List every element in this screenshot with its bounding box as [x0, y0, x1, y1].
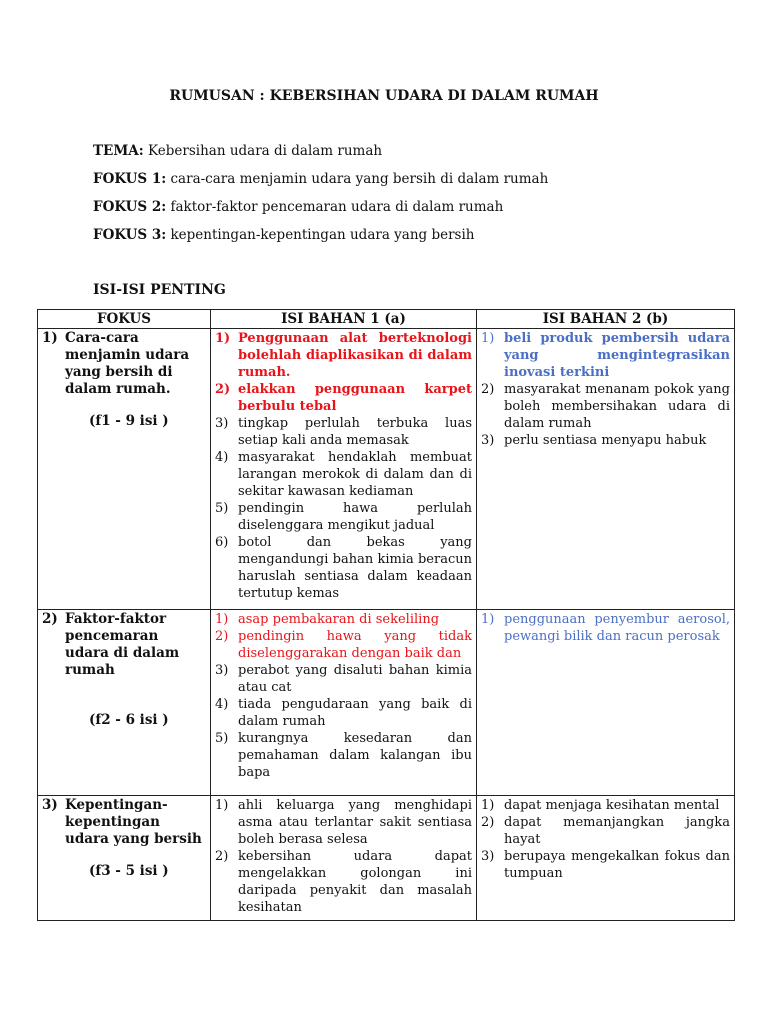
item-number: 2)	[481, 815, 495, 830]
item-text: pendingin hawa yang tidak diselenggarakan dengan baik dan	[238, 629, 472, 661]
fokus-label	[42, 611, 206, 679]
item-text: berupaya mengekalkan fokus dan tumpuan	[504, 849, 730, 881]
content-table	[37, 309, 735, 921]
list-item	[215, 415, 472, 449]
fokus-text: Cara-cara menjamin udara yang bersih di dalam rumah.	[65, 330, 190, 397]
table-row	[38, 329, 735, 610]
list-item	[481, 432, 730, 449]
item-text: elakkan penggunaan karpet berbulu tebal	[238, 382, 472, 414]
fokus-label	[42, 330, 206, 398]
item-number: 5)	[215, 731, 229, 746]
item-text: asap pembakaran di sekeliling	[238, 612, 440, 627]
list-item	[215, 730, 472, 781]
fokus-label	[42, 797, 206, 848]
item-number: 4)	[215, 697, 229, 712]
list-item	[481, 848, 730, 882]
list-item	[215, 330, 472, 381]
fokus-count: (f2 - 6 isi )	[89, 712, 169, 728]
item-number: 1)	[481, 331, 495, 346]
item-list	[481, 330, 730, 449]
isi-bahan-2-cell	[477, 796, 735, 921]
fokus-number: 1)	[42, 330, 58, 346]
item-number: 3)	[481, 433, 495, 448]
isi-bahan-2-cell	[477, 329, 735, 610]
item-list	[215, 611, 472, 781]
meta-value: faktor-faktor pencemaran udara di dalam rumah	[170, 199, 504, 215]
item-text: kebersihan udara dapat mengelakkan golongan ini daripada penyakit dan masalah kesihatan	[238, 849, 472, 915]
meta-label: FOKUS 1:	[93, 171, 167, 187]
meta-label: FOKUS 3:	[93, 227, 167, 243]
item-text: masyarakat hendaklah membuat larangan merokok di dalam dan di sekitar kawasan kediaman	[238, 450, 472, 499]
item-number: 2)	[215, 382, 231, 397]
fokus-count: (f1 - 9 isi )	[89, 413, 169, 429]
item-number: 3)	[481, 849, 495, 864]
meta-label: FOKUS 2:	[93, 199, 167, 215]
table-row	[38, 610, 735, 796]
item-text: beli produk pembersih udara yang mengintegrasikan inovasi terkini	[504, 331, 730, 380]
list-item	[481, 611, 730, 645]
item-text: masyarakat menanam pokok yang boleh membersihakan udara di dalam rumah	[504, 382, 730, 431]
item-number: 1)	[215, 331, 231, 346]
section-heading: ISI-ISI PENTING	[93, 282, 226, 298]
fokus-text: Faktor-faktor pencemaran udara di dalam rumah	[65, 611, 180, 678]
fokus-cell	[38, 329, 211, 610]
item-text: tingkap perlulah terbuka luas setiap kali anda memasak	[238, 416, 472, 448]
item-text: perabot yang disaluti bahan kimia atau cat	[238, 663, 472, 695]
list-item	[215, 381, 472, 415]
fokus-number: 2)	[42, 611, 58, 627]
item-number: 2)	[481, 382, 495, 397]
item-text: kurangnya kesedaran dan pemahaman dalam kalangan ibu bapa	[238, 731, 472, 780]
list-item	[481, 814, 730, 848]
item-text: Penggunaan alat berteknologi bolehlah diaplikasikan di dalam rumah.	[238, 331, 472, 380]
isi-bahan-1-cell	[211, 329, 477, 610]
list-item	[215, 611, 472, 628]
list-item	[215, 500, 472, 534]
isi-bahan-1-cell	[211, 796, 477, 921]
list-item	[481, 797, 730, 814]
meta-value: kepentingan-kepentingan udara yang bersih	[170, 227, 475, 243]
list-item	[481, 381, 730, 432]
item-number: 2)	[215, 629, 229, 644]
item-text: penggunaan penyembur aerosol, pewangi bilik dan racun perosak	[504, 612, 730, 644]
meta-value: Kebersihan udara di dalam rumah	[148, 143, 383, 159]
meta-fokus-1	[93, 171, 548, 187]
item-text: perlu sentiasa menyapu habuk	[504, 433, 707, 448]
item-text: ahli keluarga yang menghidapi asma atau terlantar sakit sentiasa boleh berasa selesa	[238, 798, 472, 847]
item-text: pendingin hawa perlulah diselenggara mengikut jadual	[238, 501, 472, 533]
fokus-cell	[38, 610, 211, 796]
item-number: 3)	[215, 416, 229, 431]
meta-tema	[93, 143, 382, 159]
fokus-count: (f3 - 5 isi )	[89, 863, 169, 879]
list-item	[215, 848, 472, 916]
item-text: dapat menjaga kesihatan mental	[504, 798, 720, 813]
item-number: 2)	[215, 849, 229, 864]
item-number: 1)	[481, 798, 495, 813]
header-isi-bahan-1: ISI BAHAN 1 (a)	[211, 310, 477, 329]
item-number: 1)	[215, 612, 229, 627]
meta-fokus-3	[93, 227, 475, 243]
item-number: 3)	[215, 663, 229, 678]
header-fokus: FOKUS	[38, 310, 211, 329]
table-header-row	[38, 310, 735, 329]
list-item	[215, 628, 472, 662]
fokus-text: Kepentingan-kepentingan udara yang bersih	[65, 797, 202, 847]
meta-value: cara-cara menjamin udara yang bersih di dalam rumah	[170, 171, 549, 187]
list-item	[215, 449, 472, 500]
item-number: 4)	[215, 450, 229, 465]
item-number: 1)	[481, 612, 495, 627]
isi-bahan-1-cell	[211, 610, 477, 796]
list-item	[215, 696, 472, 730]
fokus-cell	[38, 796, 211, 921]
item-list	[481, 797, 730, 882]
list-item	[215, 662, 472, 696]
document-title: RUMUSAN : KEBERSIHAN UDARA DI DALAM RUMAH	[169, 88, 599, 104]
item-text: tiada pengudaraan yang baik di dalam rumah	[238, 697, 472, 729]
list-item	[481, 330, 730, 381]
isi-bahan-2-cell	[477, 610, 735, 796]
table-row	[38, 796, 735, 921]
list-item	[215, 797, 472, 848]
item-text: botol dan bekas yang mengandungi bahan kimia beracun haruslah sentiasa dalam keadaan tertutup kemas	[238, 535, 472, 601]
item-text: dapat memanjangkan jangka hayat	[504, 815, 730, 847]
meta-label: TEMA:	[93, 143, 144, 159]
fokus-number: 3)	[42, 797, 58, 813]
item-number: 1)	[215, 798, 229, 813]
item-list	[215, 797, 472, 916]
item-list	[481, 611, 730, 645]
header-isi-bahan-2: ISI BAHAN 2 (b)	[477, 310, 735, 329]
list-item	[215, 534, 472, 602]
item-number: 6)	[215, 535, 229, 550]
item-list	[215, 330, 472, 602]
item-number: 5)	[215, 501, 229, 516]
meta-fokus-2	[93, 199, 503, 215]
